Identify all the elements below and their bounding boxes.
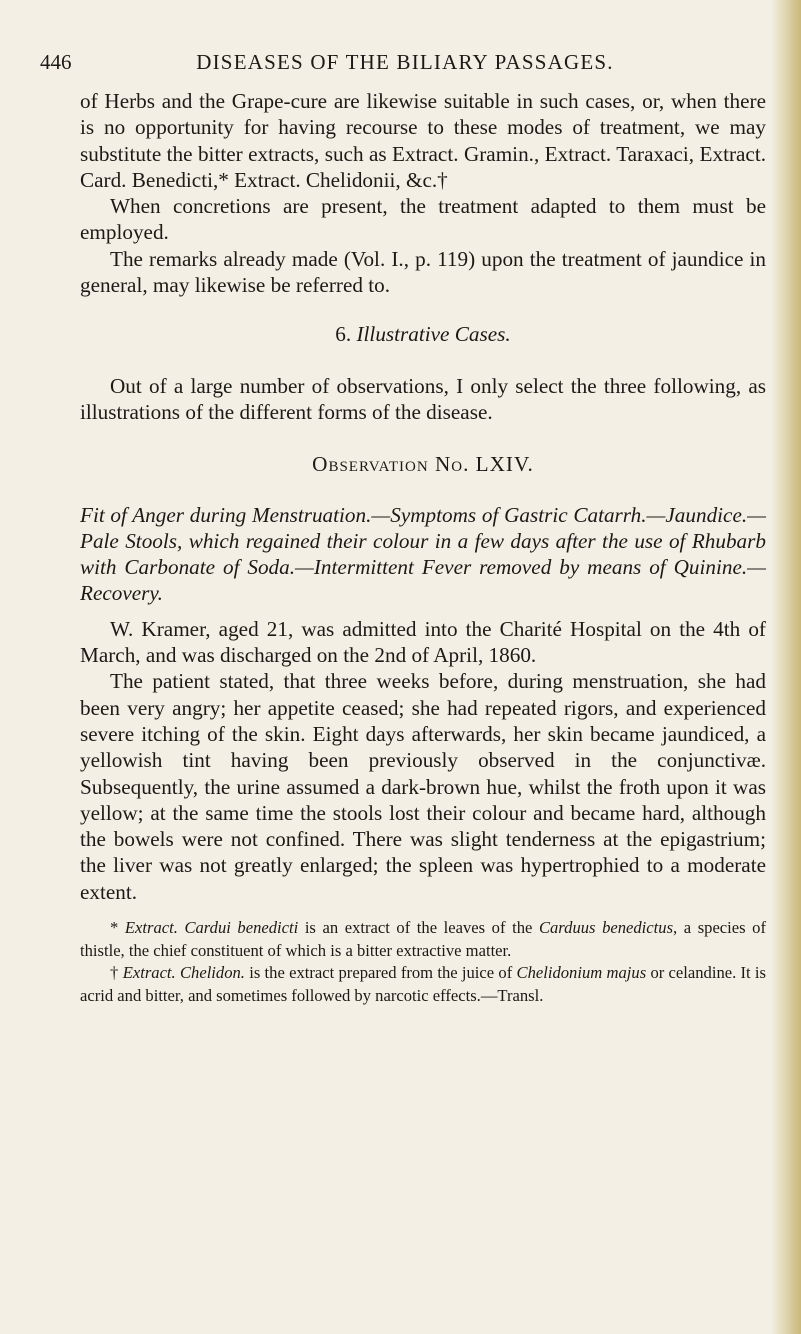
observation-paragraph-admission: W. Kramer, aged 21, was admitted into the Charité Hospital on the 4th of March, and was discharged on the 2nd of April, 1860. <box>80 616 766 668</box>
observation-paragraph-history: The patient stated, that three weeks before, during menstruation, she had been very angry; her appetite ceased; she had repeated rigors, and experienced severe itching of the skin. Eight days afterwards, her skin became jaundiced, a yellowish tint having been previously observed in the conjunctivæ. Subsequently, the urine assumed a dark-brown hue, whilst the froth upon it was yellow; at the same time the stools lost their colour and became hard, although the bowels were not confined. There was slight tenderness at the epigastrium; the liver was not greatly enlarged; the spleen was hypertrophied to a moderate extent. <box>80 669 766 904</box>
footnote-cardui <box>80 917 766 962</box>
footnote-species: Carduus benedictus <box>538 918 674 938</box>
observation-title: Fit of Anger during Menstruation.—Symptoms of Gastric Catarrh.—Jaundice.—Pale Stools, which regained their colour in a few days after the use of Rhubarb with Carbonate of Soda.—Intermittent Fever removed by means of Quinine.—Recovery. <box>80 502 766 606</box>
footnotes <box>80 917 766 1007</box>
page-edge <box>771 0 801 1334</box>
footnote-species: Chelidonium majus <box>516 963 647 983</box>
running-head: DISEASES OF THE BILIARY PASSAGES. <box>196 50 614 74</box>
footnote-text: , a species of thistle, the chief constituent of which is a bitter extractive matter. <box>80 918 767 960</box>
observation-heading: Observation No. LXIV. <box>312 452 534 477</box>
paragraph-remarks: The remarks already made (Vol. I., p. 119) upon the treatment of jaundice in general, may likewise be referred to. <box>80 246 766 298</box>
footnote-text: is the extract prepared from the juice of <box>244 963 517 983</box>
section-number: 6. <box>335 322 352 347</box>
footnote-text: or celandine. It is acrid and bitter, and sometimes followed by narcotic effects.—Transl. <box>80 963 767 1005</box>
footnote-mark-dagger: † <box>110 963 123 983</box>
footnote-mark-asterisk: * <box>110 918 125 938</box>
footnote-term: Extract. Cardui benedicti <box>124 918 299 938</box>
section-heading <box>80 321 766 347</box>
body-text <box>80 88 766 1007</box>
page-number: 446 <box>40 50 72 74</box>
paragraph-herbs: of Herbs and the Grape-cure are likewise suitable in such cases, or, when there is no opportunity for having recourse to these modes of treatment, we may substitute the bitter extracts, such as Extract. Gramin., Extract. Taraxaci, Extract. Card. Benedicti,* Extract. Chelidonii, &c.† <box>80 89 766 192</box>
footnote-chelidon <box>80 962 766 1007</box>
footnote-text: is an extract of the leaves of the <box>298 918 539 938</box>
section-title: Illustrative Cases. <box>356 322 511 347</box>
paragraph-concretions: When concretions are present, the treatment adapted to them must be employed. <box>80 194 766 245</box>
footnote-term: Extract. Chelidon. <box>122 963 245 983</box>
page-header <box>40 50 770 80</box>
paragraph-intro: Out of a large number of observations, I only select the three following, as illustrations of the different forms of the disease. <box>80 373 766 424</box>
